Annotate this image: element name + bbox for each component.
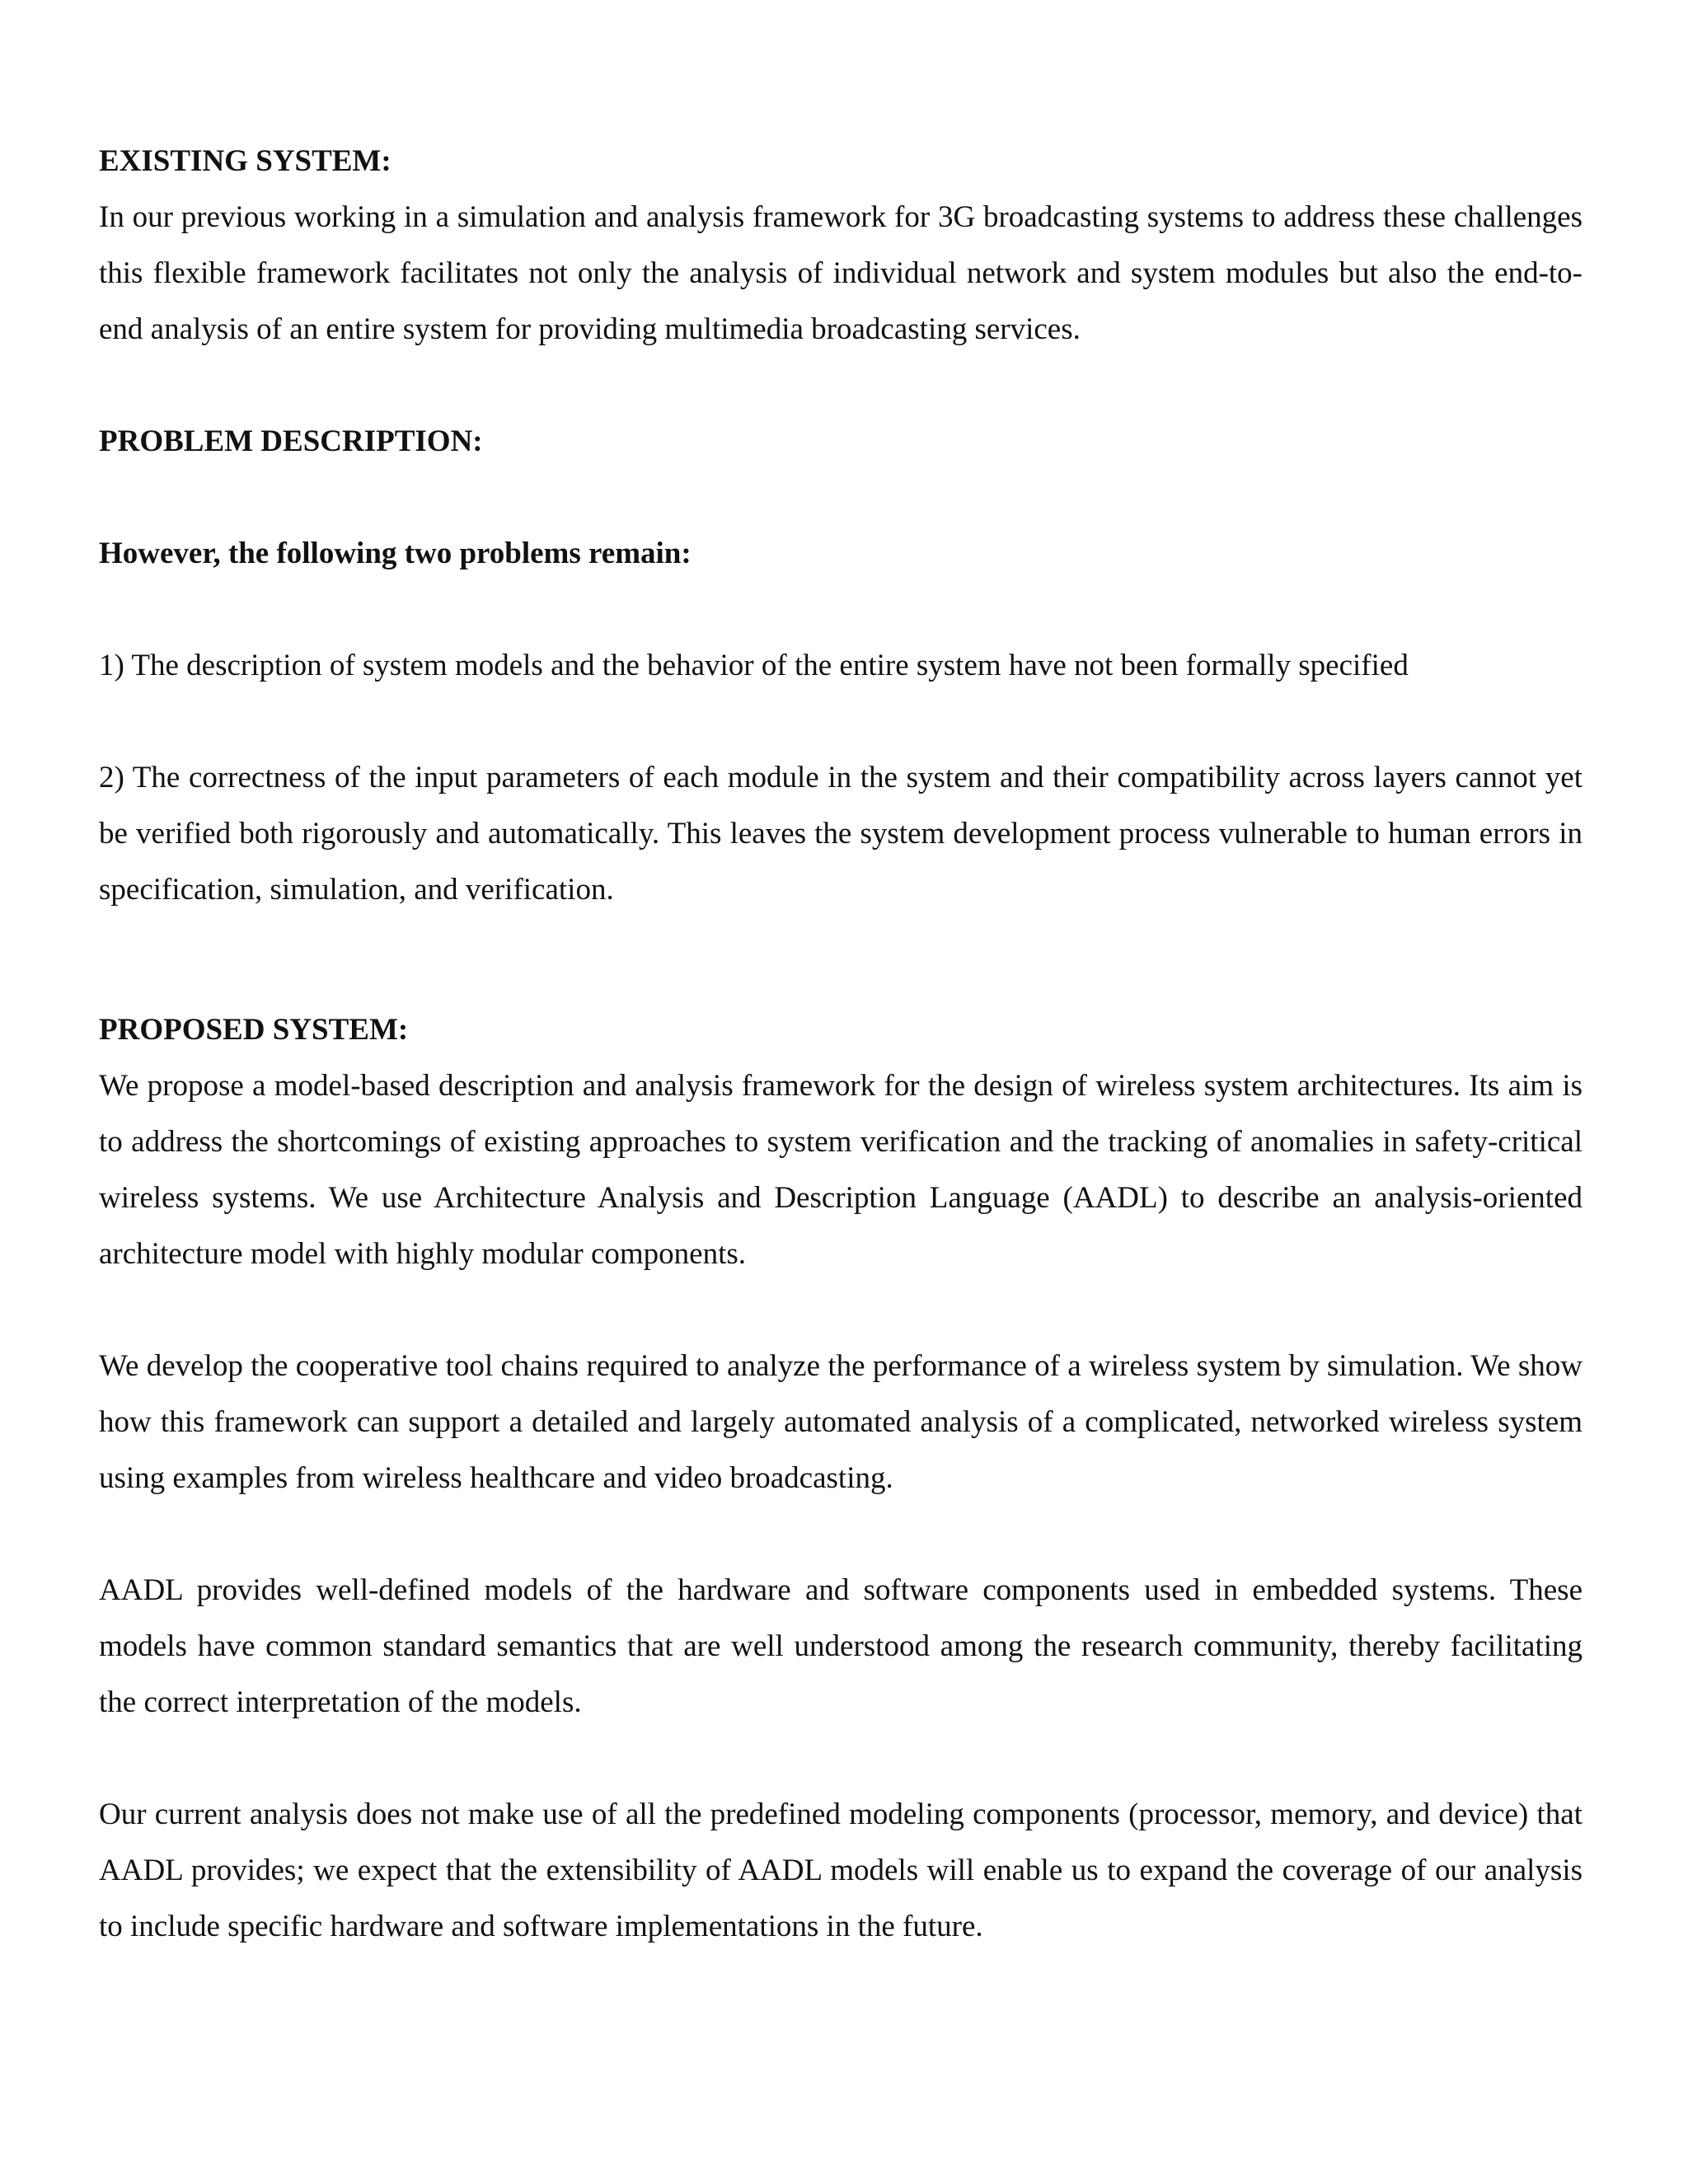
spacer bbox=[99, 1507, 1582, 1563]
spacer bbox=[99, 694, 1582, 750]
proposed-paragraph-4: Our current analysis does not make use of all the predefined modeling components (processor, memory, and device) that AADL provides; we expect that the extensibility of AADL models will enable us to expand the coverage of our analysis to include specific hardware and software implementations in the future. bbox=[99, 1797, 1582, 1943]
problem-item-1: 1) The description of system models and the behavior of the entire system have not been formally specified bbox=[99, 649, 1409, 682]
problem-item-2: 2) The correctness of the input parameters of each module in the system and their compatibility across layers cannot yet be verified both rigorously and automatically. This leaves the system development process vulnerable to human errors in specification, simulation, and verification. bbox=[99, 761, 1582, 907]
existing-system-heading: EXISTING SYSTEM: bbox=[99, 144, 392, 178]
proposed-paragraph-3: AADL provides well-defined models of the hardware and software components used in embedded systems. These models have common standard semantics that are well understood among the research community, thereby facilitating the correct interpretation of the models. bbox=[99, 1573, 1582, 1719]
spacer bbox=[99, 358, 1582, 414]
proposed-paragraph-1: We propose a model-based description and analysis framework for the design of wireless system architectures. Its aim is to address the shortcomings of existing approaches to system verification and the tracking of anomalies in safety-critical wireless systems. We use Architecture Analysis and Description Language (AADL) to describe an analysis-oriented architecture model with highly modular components. bbox=[99, 1069, 1582, 1271]
existing-system-paragraph: In our previous working in a simulation and analysis framework for 3G broadcasting systems to address these challenges this flexible framework facilitates not only the analysis of individual network and system modules but also the end-to-end analysis of an entire system for providing multimedia broadcasting services. bbox=[99, 200, 1582, 346]
spacer bbox=[99, 1731, 1582, 1787]
spacer bbox=[99, 470, 1582, 526]
document-page bbox=[99, 134, 1582, 1955]
spacer bbox=[99, 1282, 1582, 1338]
proposed-paragraph-2: We develop the cooperative tool chains required to analyze the performance of a wireless system by simulation. We show how this framework can support a detailed and largely automated analysis of a complicated, networked wireless system using examples from wireless healthcare and video broadcasting. bbox=[99, 1349, 1582, 1495]
problem-description-heading: PROBLEM DESCRIPTION: bbox=[99, 424, 483, 458]
proposed-system-heading: PROPOSED SYSTEM: bbox=[99, 1013, 409, 1047]
spacer bbox=[99, 918, 1582, 1002]
problem-subheading: However, the following two problems remain: bbox=[99, 537, 692, 570]
spacer bbox=[99, 582, 1582, 638]
